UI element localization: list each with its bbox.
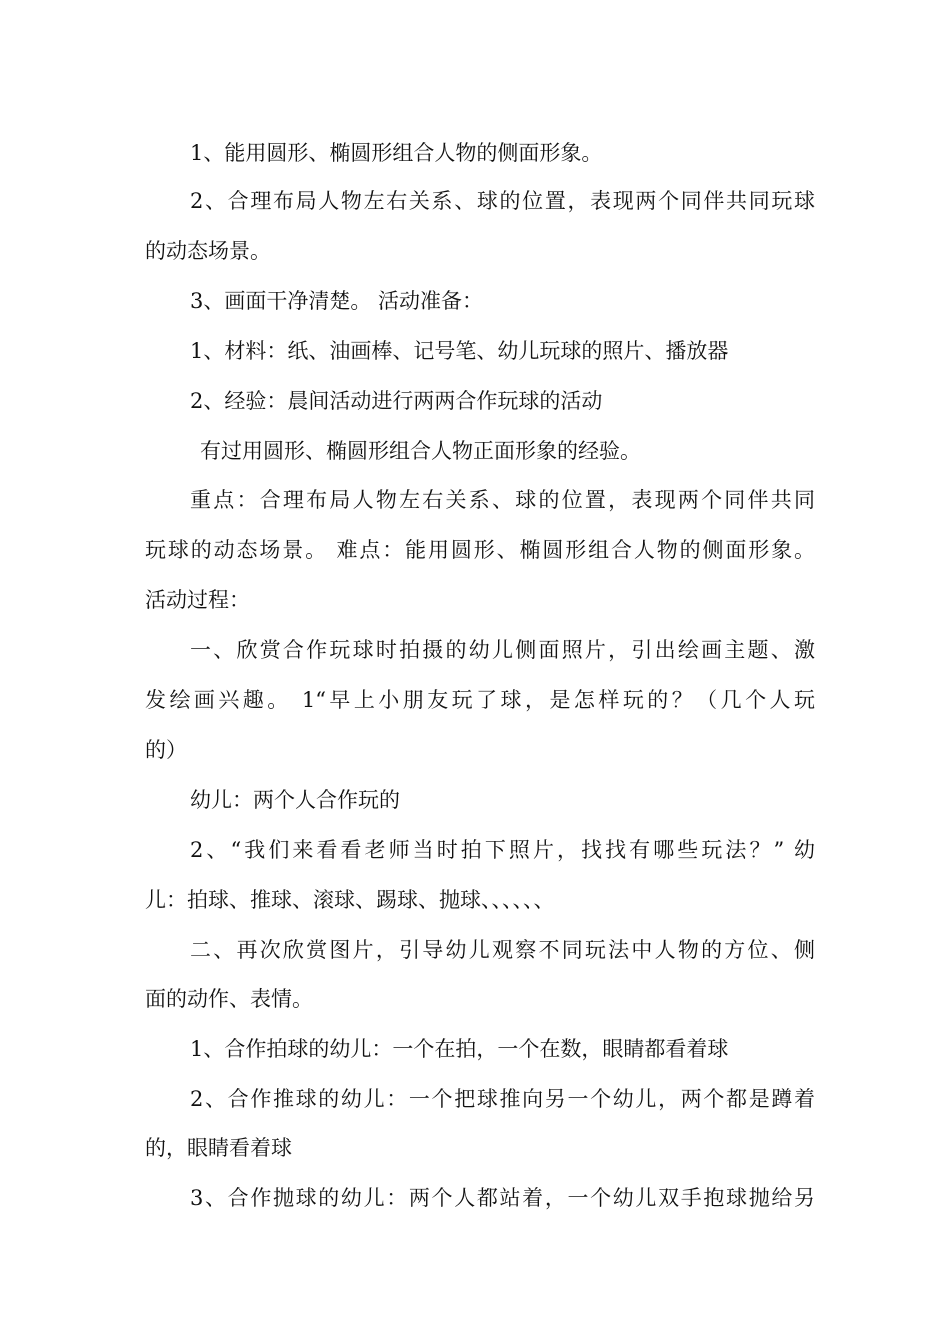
text-line: 玩球的动态场景。 难点：能用圆形、椭圆形组合人物的侧面形象。 — [145, 538, 815, 562]
text-line: 1、材料：纸、油画棒、记号笔、幼儿玩球的照片、播放器 — [190, 339, 729, 363]
text-line: 幼儿：两个人合作玩的 — [190, 788, 400, 812]
text-line: 1、能用圆形、椭圆形组合人物的侧面形象。 — [190, 141, 603, 165]
text-line: 的，眼睛看着球 — [145, 1136, 292, 1160]
text-line: 3、画面干净清楚。 活动准备： — [190, 289, 484, 313]
text-line: 一、欣赏合作玩球时拍摄的幼儿侧面照片，引出绘画主题、激 — [190, 638, 815, 662]
text-line: 儿：拍球、推球、滚球、踢球、抛球、、、、、、 — [145, 888, 555, 912]
text-line: 重点：合理布局人物左右关系、球的位置，表现两个同伴共同 — [190, 488, 815, 512]
text-line: 有过用圆形、椭圆形组合人物正面形象的经验。 — [200, 439, 641, 463]
text-line: 的动态场景。 — [145, 239, 271, 263]
text-line: 面的动作、表情。 — [145, 987, 313, 1011]
text-line: 发绘画兴趣。 1“早上小朋友玩了球，是怎样玩的？（几个人玩 — [145, 688, 815, 712]
text-line: 二、再次欣赏图片，引导幼儿观察不同玩法中人物的方位、侧 — [190, 938, 815, 962]
text-line: 2、经验：晨间活动进行两两合作玩球的活动 — [190, 389, 603, 413]
text-line: 2、合理布局人物左右关系、球的位置，表现两个同伴共同玩球 — [190, 189, 815, 213]
text-line: 1、合作拍球的幼儿：一个在拍，一个在数，眼睛都看着球 — [190, 1037, 729, 1061]
text-line: 2、合作推球的幼儿：一个把球推向另一个幼儿，两个都是蹲着 — [190, 1087, 815, 1111]
text-line: 3、合作抛球的幼儿：两个人都站着，一个幼儿双手抱球抛给另 — [190, 1186, 815, 1210]
text-line: 活动过程： — [145, 588, 250, 612]
text-line: 的） — [145, 738, 187, 762]
text-line: 2、“我们来看看老师当时拍下照片，找找有哪些玩法？” 幼 — [190, 838, 815, 862]
